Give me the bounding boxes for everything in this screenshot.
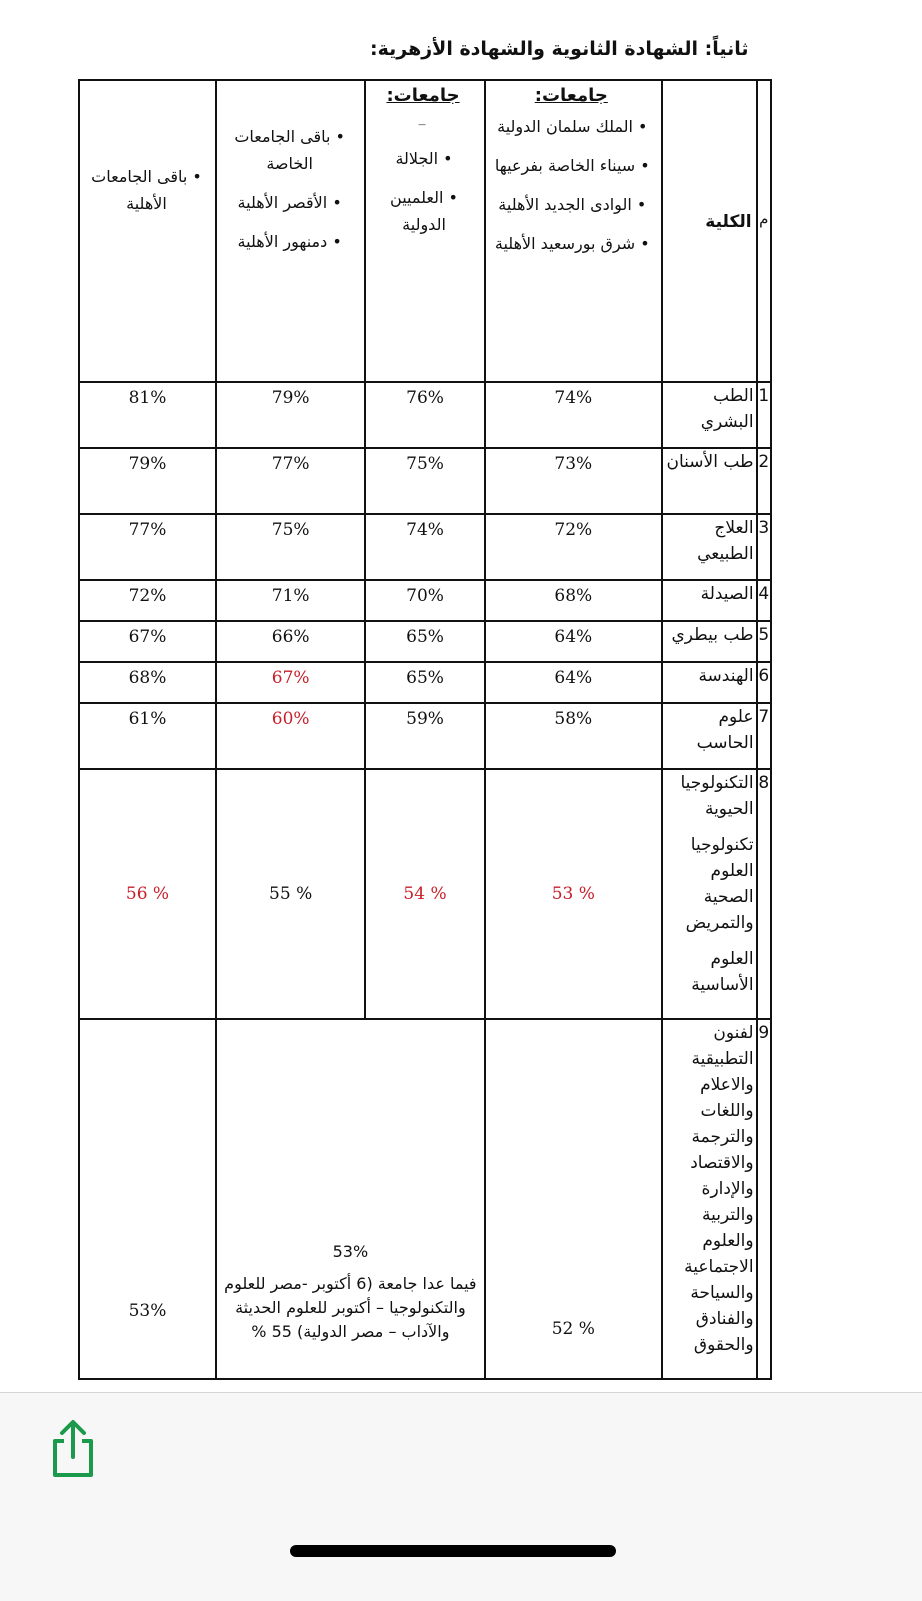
group-3-list <box>217 81 364 255</box>
group-3-item: • باقى الجامعات الخاصة <box>219 123 360 177</box>
row-number: 7 <box>757 703 771 769</box>
value-cell: 66% <box>216 621 365 662</box>
value-cell: 68% <box>79 662 216 703</box>
value-cell: 64% <box>485 621 662 662</box>
header-group-1 <box>485 80 662 382</box>
value-cell: 79% <box>216 382 365 448</box>
value-cell: 70% <box>365 580 484 621</box>
table-row <box>79 621 771 662</box>
header-group-2 <box>365 80 484 382</box>
header-row <box>79 80 771 382</box>
row-number: 2 <box>757 448 771 514</box>
table-row <box>79 769 771 1019</box>
faculty-name: لفنون التطبيقية والاعلام واللغات والترجمة والاقتصاد والإدارة والتربية والعلوم الاجتماعية والسياحة والفنادق والحقوق <box>662 1019 757 1379</box>
value-cell: 74% <box>365 514 484 580</box>
value-cell: % 55 <box>216 769 365 1019</box>
value-cell: 75% <box>365 448 484 514</box>
group-2-item: • الجلالة <box>368 145 479 172</box>
value-cell: 71% <box>216 580 365 621</box>
value-cell: 61% <box>79 703 216 769</box>
table-row <box>79 514 771 580</box>
table-row <box>79 580 771 621</box>
value-cell: 72% <box>485 514 662 580</box>
page-title: ثانياً: الشهادة الثانوية والشهادة الأزهرية: <box>370 38 749 60</box>
faculty-name: الهندسة <box>662 662 757 703</box>
group-2-list <box>366 123 483 238</box>
group-1-item: • الملك سلمان الدولية <box>488 113 657 140</box>
exception-note: فيما عدا جامعة (6 أكتوبر -مصر للعلوم والتكنولوجيا – أكتوبر للعلوم الحديثة والآداب – مصر الدولية) 55 % <box>224 1274 477 1341</box>
faculty-name: طب الأسنان <box>662 448 757 514</box>
value-cell-highlighted: % 56 <box>79 769 216 1019</box>
row-number: 9 <box>757 1019 771 1379</box>
header-faculty: الكلية <box>662 80 757 382</box>
merged-note-cell <box>216 1019 485 1379</box>
group-2-dash: _ <box>418 110 426 126</box>
header-number: م <box>757 80 771 382</box>
row-number: 5 <box>757 621 771 662</box>
header-group-4 <box>79 80 216 382</box>
value-cell-highlighted: % 53 <box>485 769 662 1019</box>
faculty-name <box>662 769 757 1019</box>
value-cell-highlighted: 60% <box>216 703 365 769</box>
group-4-item: • باقى الجامعات الأهلية <box>82 163 211 217</box>
group-3-item: • الأقصر الأهلية <box>219 189 360 216</box>
faculty-name: الطب البشري <box>662 382 757 448</box>
value-cell-highlighted: % 54 <box>365 769 484 1019</box>
value-cell-highlighted: 67% <box>216 662 365 703</box>
group-1-item: • شرق بورسعيد الأهلية <box>488 230 657 257</box>
faculty-name: الصيدلة <box>662 580 757 621</box>
group-3-item: • دمنهور الأهلية <box>219 228 360 255</box>
value-cell: 76% <box>365 382 484 448</box>
faculty-name: علوم الحاسب <box>662 703 757 769</box>
table-row <box>79 662 771 703</box>
row-number: 6 <box>757 662 771 703</box>
value-cell: 59% <box>365 703 484 769</box>
share-button[interactable] <box>42 1415 104 1483</box>
admission-table <box>78 79 772 1380</box>
group-2-title: جامعات: <box>386 85 460 106</box>
bottom-toolbar <box>0 1392 922 1601</box>
value-cell: 53% <box>79 1019 216 1379</box>
value-cell: 74% <box>485 382 662 448</box>
value-cell: 72% <box>79 580 216 621</box>
table-row <box>79 382 771 448</box>
value-cell: 75% <box>216 514 365 580</box>
faculty-name: طب بيطري <box>662 621 757 662</box>
value-cell: 64% <box>485 662 662 703</box>
home-indicator[interactable] <box>290 1545 616 1557</box>
group-1-title: جامعات: <box>534 85 608 106</box>
value-cell: 73% <box>485 448 662 514</box>
header-group-3 <box>216 80 365 382</box>
row-number: 1 <box>757 382 771 448</box>
value-cell: 77% <box>216 448 365 514</box>
row-number: 8 <box>757 769 771 1019</box>
value-cell: 79% <box>79 448 216 514</box>
faculty-name-part: العلوم الأساسية <box>691 949 754 995</box>
table-row <box>79 448 771 514</box>
value-cell: % 52 <box>485 1019 662 1379</box>
group-2-item: • العلميين الدولية <box>368 184 479 238</box>
row-number: 4 <box>757 580 771 621</box>
value-cell: 67% <box>79 621 216 662</box>
faculty-name: العلاج الطبيعي <box>662 514 757 580</box>
row-number: 3 <box>757 514 771 580</box>
group-1-list <box>486 113 661 257</box>
group-1-item: • الوادى الجديد الأهلية <box>488 191 657 218</box>
faculty-name-part: التكنولوجيا الحيوية <box>680 773 754 819</box>
value-cell: 68% <box>485 580 662 621</box>
table-row <box>79 703 771 769</box>
table-row <box>79 1019 771 1379</box>
group-4-list <box>80 81 215 217</box>
share-icon <box>49 1419 97 1479</box>
value-cell: 58% <box>485 703 662 769</box>
faculty-name-part: تكنولوجيا العلوم الصحية والتمريض <box>685 835 754 933</box>
group-1-item: • سيناء الخاصة بفرعيها <box>488 152 657 179</box>
value-cell: 65% <box>365 621 484 662</box>
note-value: 53% <box>332 1242 369 1261</box>
value-cell: 65% <box>365 662 484 703</box>
value-cell: 77% <box>79 514 216 580</box>
value-cell: 81% <box>79 382 216 448</box>
